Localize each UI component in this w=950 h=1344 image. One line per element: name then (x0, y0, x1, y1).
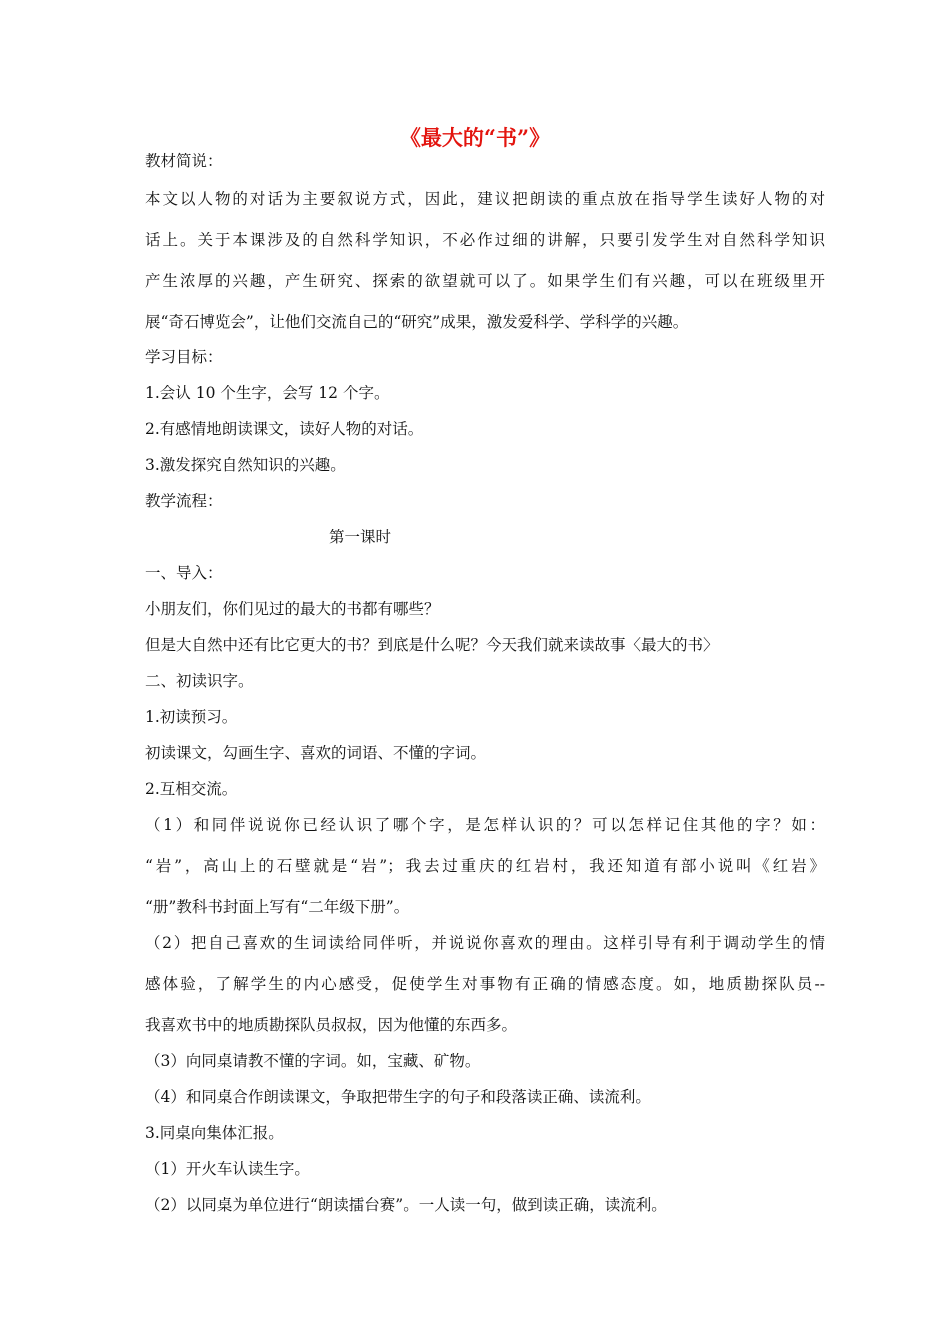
goal-item: 3.激发探究自然知识的兴趣。 (145, 456, 346, 474)
paragraph-line: 我喜欢书中的地质勘探队员叔叔，因为他懂的东西多。 (145, 1016, 518, 1034)
paragraph-line: 但是大自然中还有比它更大的书？到底是什么呢？今天我们就来读故事〈最大的书〉 (145, 636, 719, 654)
paragraph-line: （1）和同伴说说你已经认识了哪个字，是怎样认识的？可以怎样记住其他的字？如： (145, 816, 825, 834)
sub-step: 3.同桌向集体汇报。 (145, 1124, 284, 1142)
step-heading: 二、初读识字。 (145, 672, 254, 690)
sub-step: 1.初读预习。 (145, 708, 238, 726)
paragraph-line: 话上。关于本课涉及的自然科学知识，不必作过细的讲解，只要引发学生对自然科学知识 (145, 231, 825, 249)
paragraph-line: （1）开火车认读生字。 (145, 1160, 310, 1178)
paragraph-line: 展“奇石博览会”，让他们交流自己的“研究”成果，激发爱科学、学科学的兴趣。 (145, 313, 689, 331)
section-heading-learning-goals: 学习目标： (145, 348, 223, 366)
paragraph-line: 产生浓厚的兴趣，产生研究、探索的欲望就可以了。如果学生们有兴趣，可以在班级里开 (145, 272, 825, 290)
paragraph-line: （2）把自己喜欢的生词读给同伴听，并说说你喜欢的理由。这样引导有利于调动学生的情 (145, 934, 825, 952)
step-heading: 一、导入： (145, 564, 223, 582)
paragraph-line: 初读课文，勾画生字、喜欢的词语、不懂的字词。 (145, 744, 487, 762)
sub-step: 2.互相交流。 (145, 780, 238, 798)
paragraph-line: “册”教科书封面上写有“二年级下册”。 (145, 898, 410, 916)
goal-item: 2.有感情地朗读课文，读好人物的对话。 (145, 420, 424, 438)
paragraph-line: （4）和同桌合作朗读课文，争取把带生字的句子和段落读正确、读流利。 (145, 1088, 651, 1106)
goal-item: 1.会认 10 个生字，会写 12 个字。 (145, 384, 390, 402)
paragraph-line: 感体验，了解学生的内心感受，促使学生对事物有正确的情感态度。如，地质勘探队员-- (145, 975, 825, 993)
section-heading-teaching-process: 教学流程： (145, 492, 223, 510)
lesson-period-heading: 第一课时 (329, 528, 392, 546)
paragraph-line: 本文以人物的对话为主要叙说方式，因此，建议把朗读的重点放在指导学生读好人物的对 (145, 190, 825, 208)
paragraph-line: 小朋友们，你们见过的最大的书都有哪些？ (145, 600, 440, 618)
paragraph-line: “岩”，高山上的石壁就是“岩”；我去过重庆的红岩村，我还知道有部小说叫《红岩》 (145, 857, 825, 875)
document-title: 《最大的“书”》 (399, 125, 551, 150)
paragraph-line: （3）向同桌请教不懂的字词。如，宝藏、矿物。 (145, 1052, 481, 1070)
paragraph-line: （2）以同桌为单位进行“朗读擂台赛”。一人读一句，做到读正确，读流利。 (145, 1196, 667, 1214)
section-heading-textbook-overview: 教材简说： (145, 152, 223, 170)
